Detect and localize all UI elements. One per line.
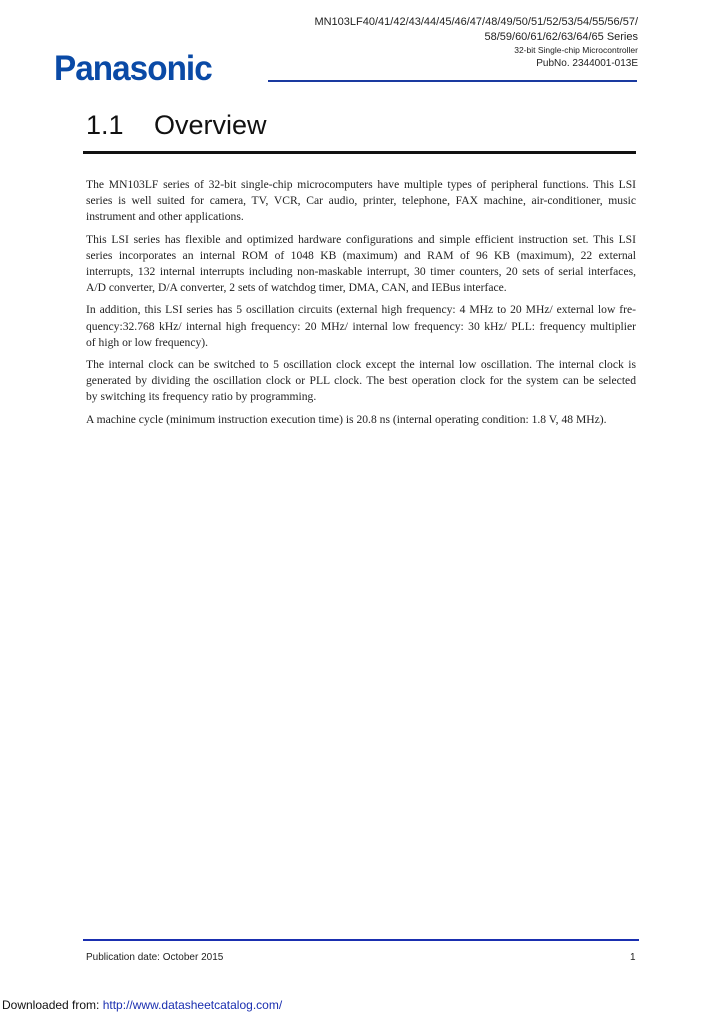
page-number: 1 xyxy=(630,952,636,963)
heading-rule xyxy=(83,151,636,154)
panasonic-logo: Panasonic xyxy=(54,49,212,88)
section-number: 1.1 xyxy=(86,110,124,140)
header-divider xyxy=(268,80,637,82)
download-label: Downloaded from: xyxy=(2,998,103,1012)
paragraph xyxy=(86,412,636,428)
publication-number: PubNo. 2344001-013E xyxy=(536,58,638,69)
document-subtitle: 32-bit Single-chip Microcontroller xyxy=(514,45,638,55)
paragraph-line: A/D converter, D/A converter, 2 sets of watchdog timer, DMA, CAN, and IEBus interface. xyxy=(86,281,507,295)
paragraph-line: of high or low frequency). xyxy=(86,335,209,349)
paragraph-line: series incorporates an internal ROM of 1048 KB (maximum) and RAM of 96 KB (maximum), 22 external xyxy=(86,248,636,262)
section-title: Overview xyxy=(154,110,267,140)
publication-date: Publication date: October 2015 xyxy=(86,952,224,963)
paragraph-line: generated by dividing the oscillation clock or PLL clock. The best operation clock for the system can be selected xyxy=(86,374,636,388)
paragraph xyxy=(86,302,636,351)
series-title-line-2: 58/59/60/61/62/63/64/65 Series xyxy=(484,31,638,43)
paragraph-line: The internal clock can be switched to 5 oscillation clock except the internal low oscillation. The internal clock is xyxy=(86,358,636,372)
paragraph-line: In addition, this LSI series has 5 oscillation circuits (external high frequency: 4 MHz to 20 MHz/ external low fre- xyxy=(86,303,636,317)
paragraph-line: instrument and other applications. xyxy=(86,210,244,224)
paragraph xyxy=(86,357,636,406)
paragraph-line: quency:32.768 kHz/ internal high frequency: 20 MHz/ internal low frequency: 30 kHz/ PLL: frequency multiplier xyxy=(86,319,636,333)
paragraph-line: This LSI series has flexible and optimized hardware configurations and simple efficient instruction set. This LSI xyxy=(86,232,636,246)
paragraph xyxy=(86,232,636,297)
paragraph xyxy=(86,177,636,226)
paragraph-line: A machine cycle (minimum instruction execution time) is 20.8 ns (internal operating condition: 1.8 V, 48 MHz). xyxy=(86,412,607,426)
overview-body xyxy=(86,177,636,434)
footer-divider xyxy=(83,939,639,941)
series-title-line-1: MN103LF40/41/42/43/44/45/46/47/48/49/50/51/52/53/54/55/56/57/ xyxy=(314,16,638,28)
download-link[interactable]: http://www.datasheetcatalog.com/ xyxy=(102,998,283,1012)
download-source xyxy=(2,998,282,1012)
paragraph-line: series is well suited for camera, TV, VCR, Car audio, printer, telephone, FAX machine, air-conditioner, music xyxy=(86,194,636,208)
paragraph-line: interrupts, 132 internal interrupts including non-maskable interrupt, 30 timer counters, 20 sets of serial interfaces, xyxy=(86,265,636,279)
section-heading xyxy=(86,110,267,141)
paragraph-line: The MN103LF series of 32-bit single-chip microcomputers have multiple types of peripheral functions. This LSI xyxy=(86,178,636,191)
paragraph-line: by switching its frequency ratio by programming. xyxy=(86,390,317,404)
